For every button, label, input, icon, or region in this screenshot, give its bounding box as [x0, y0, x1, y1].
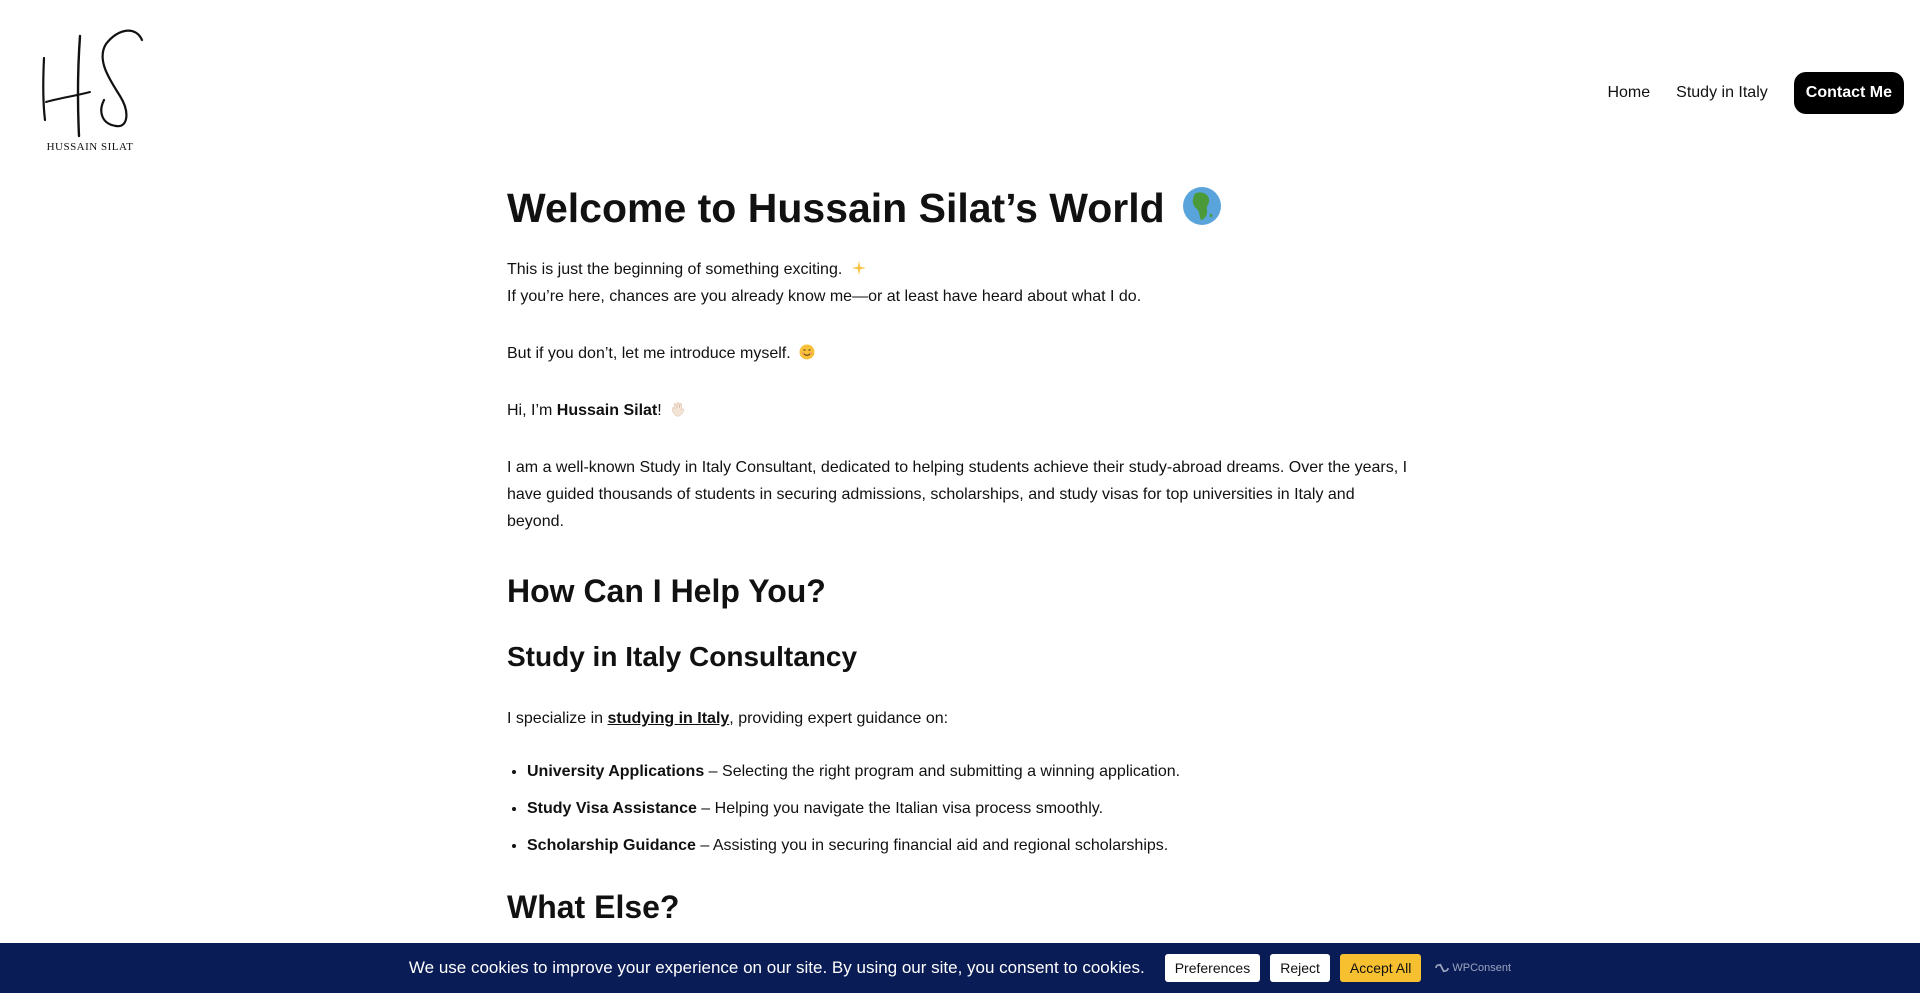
service-desc: – Selecting the right program and submitting a winning application.	[704, 763, 1181, 780]
what-else-heading: What Else?	[507, 889, 680, 925]
service-title: Scholarship Guidance	[527, 837, 696, 854]
sparkles-icon	[851, 260, 867, 276]
help-heading: How Can I Help You?	[507, 573, 826, 609]
studying-in-italy-link[interactable]: studying in Italy	[607, 710, 730, 727]
consultancy-heading: Study in Italy Consultancy	[507, 641, 858, 672]
main-content	[507, 180, 1412, 953]
nav-home[interactable]: Home	[1607, 84, 1651, 101]
smiling-face-icon	[799, 344, 815, 360]
greeting-name: Hussain Silat	[556, 402, 658, 419]
waving-hand-icon	[670, 401, 686, 417]
main-nav	[1607, 72, 1904, 114]
greeting-suffix: !	[657, 402, 662, 419]
greeting-paragraph	[507, 397, 1412, 424]
wpconsent-text: WPConsent	[1452, 962, 1512, 974]
intro-paragraph	[507, 256, 1412, 310]
site-header	[0, 0, 1920, 170]
cookie-banner	[0, 943, 1920, 993]
nav-study-in-italy[interactable]: Study in Italy	[1676, 84, 1768, 101]
introduce-paragraph	[507, 340, 1412, 367]
service-title: University Applications	[527, 763, 705, 780]
service-desc: – Assisting you in securing financial aid and regional scholarships.	[695, 837, 1169, 854]
list-item	[527, 758, 1412, 785]
services-list	[527, 758, 1412, 859]
wpconsent-brand[interactable]	[1435, 962, 1511, 974]
greeting-prefix: Hi, I’m	[507, 402, 557, 419]
wpconsent-logo-icon	[1435, 963, 1449, 973]
service-desc: – Helping you navigate the Italian visa process smoothly.	[696, 800, 1104, 817]
service-title: Study Visa Assistance	[527, 800, 697, 817]
cookie-message: We use cookies to improve your experience on our site. By using our site, you consent to cookies.	[408, 958, 1145, 977]
logo-text: HUSSAIN SILAT	[46, 141, 134, 153]
contact-me-button[interactable]: Contact Me	[1794, 72, 1904, 114]
specialize-paragraph	[507, 705, 1412, 732]
page-title-text: Welcome to Hussain Silat’s World	[507, 185, 1165, 231]
intro-line-3: But if you don’t, let me introduce myself.	[507, 345, 791, 362]
site-logo[interactable]	[40, 24, 150, 159]
cookie-accept-button[interactable]: Accept All	[1340, 954, 1421, 982]
about-paragraph: I am a well-known Study in Italy Consultant, dedicated to helping students achieve their study-abroad dreams. Over the years, I have guided thousands of students in securing admissions, scholarships, and study visas for top universities in Italy and beyond.	[507, 459, 1408, 530]
intro-line-1: This is just the beginning of something exciting.	[507, 261, 843, 278]
cookie-reject-button[interactable]: Reject	[1270, 954, 1330, 982]
specialize-prefix: I specialize in	[507, 710, 608, 727]
specialize-suffix: , providing expert guidance on:	[729, 710, 949, 727]
hs-signature-icon	[40, 24, 150, 139]
list-item	[527, 832, 1412, 859]
intro-line-2: If you’re here, chances are you already know me—or at least have heard about what I do.	[507, 288, 1142, 305]
globe-africa-icon	[1182, 186, 1222, 226]
cookie-preferences-button[interactable]: Preferences	[1165, 954, 1260, 982]
list-item	[527, 795, 1412, 822]
page-title	[507, 180, 1412, 236]
